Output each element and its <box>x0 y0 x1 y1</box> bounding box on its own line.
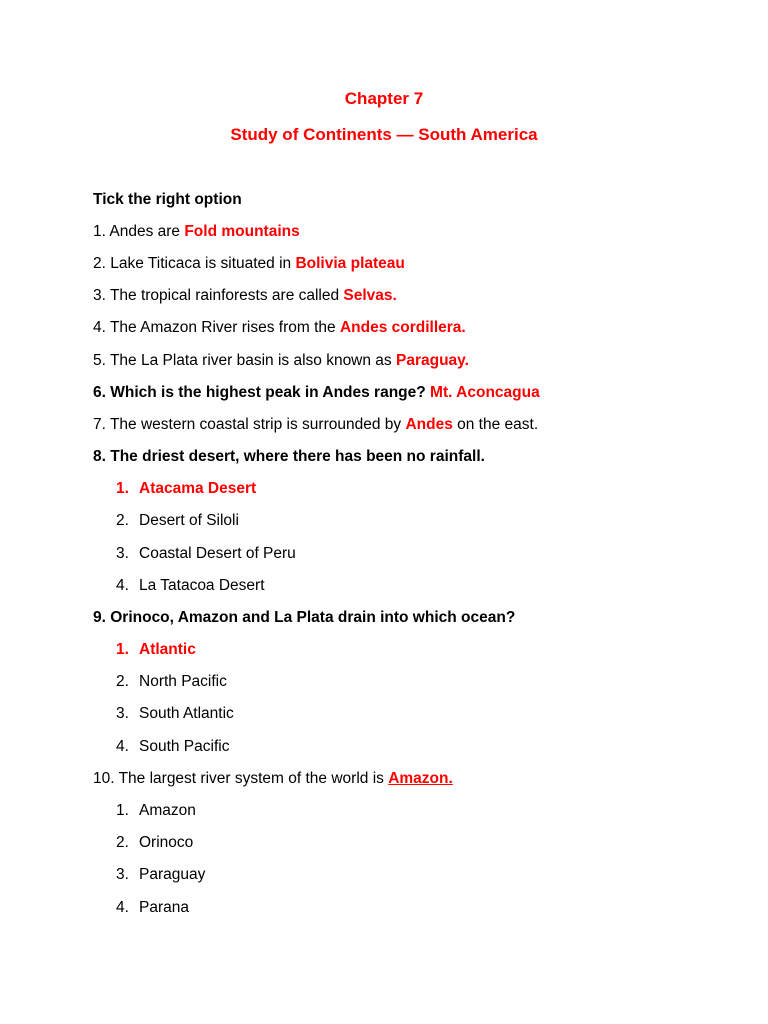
option-number: 3. <box>116 866 129 883</box>
option-label: Atlantic <box>139 641 196 658</box>
question-2 <box>93 255 405 273</box>
option-item <box>116 512 239 530</box>
question-answer: Andes <box>405 416 453 433</box>
question-5 <box>93 352 469 370</box>
option-number: 1. <box>116 641 129 658</box>
option-number: 3. <box>116 705 129 722</box>
option-item <box>116 899 189 917</box>
question-text: 6. Which is the highest peak in Andes range? <box>93 384 431 401</box>
option-label: Amazon <box>139 802 196 819</box>
option-item <box>116 641 196 659</box>
option-item <box>116 577 265 595</box>
question-6 <box>93 384 540 402</box>
question-3 <box>93 287 397 305</box>
question-text-tail: on the east. <box>452 416 539 433</box>
option-item <box>116 802 196 820</box>
option-number: 1. <box>116 802 129 819</box>
option-item <box>116 480 256 498</box>
option-item <box>116 673 227 691</box>
option-item <box>116 866 205 884</box>
option-label: Coastal Desert of Peru <box>139 545 296 562</box>
option-number: 2. <box>116 512 129 529</box>
option-number: 4. <box>116 577 129 594</box>
question-7 <box>93 416 538 434</box>
chapter-title: Chapter 7 <box>344 89 424 108</box>
option-label: Atacama Desert <box>139 480 257 497</box>
question-8: 8. The driest desert, where there has been no rainfall. <box>93 448 485 465</box>
question-answer: Mt. Aconcagua <box>430 384 540 401</box>
question-text: 5. The La Plata river basin is also known as <box>93 352 396 369</box>
question-text: 10. The largest river system of the world is <box>93 770 389 787</box>
option-item <box>116 705 234 723</box>
question-answer: Paraguay. <box>395 352 469 369</box>
option-number: 2. <box>116 673 129 690</box>
option-label: La Tatacoa Desert <box>139 577 265 594</box>
question-answer: Selvas. <box>343 287 397 304</box>
option-number: 1. <box>116 480 129 497</box>
question-answer: Bolivia plateau <box>295 255 405 272</box>
question-answer: Andes cordillera. <box>339 319 466 336</box>
option-label: Parana <box>139 899 189 916</box>
chapter-subtitle: Study of Continents — South America <box>230 125 538 144</box>
question-1 <box>93 223 300 241</box>
question-text: 4. The Amazon River rises from the <box>93 319 340 336</box>
option-label: North Pacific <box>139 673 227 690</box>
question-text: 1. Andes are <box>93 223 185 240</box>
option-number: 3. <box>116 545 129 562</box>
option-label: South Pacific <box>139 738 230 755</box>
option-item <box>116 834 193 852</box>
question-10 <box>93 770 453 788</box>
option-label: South Atlantic <box>139 705 234 722</box>
option-item <box>116 738 229 756</box>
option-number: 4. <box>116 738 129 755</box>
question-answer: Fold mountains <box>184 223 300 240</box>
option-label: Desert of Siloli <box>139 512 239 529</box>
option-item <box>116 545 296 563</box>
question-text: 3. The tropical rainforests are called <box>93 287 344 304</box>
option-number: 4. <box>116 899 129 916</box>
option-label: Paraguay <box>139 866 206 883</box>
question-text: 2. Lake Titicaca is situated in <box>93 255 296 272</box>
question-text: 7. The western coastal strip is surrounded by <box>93 416 406 433</box>
question-4 <box>93 319 466 337</box>
question-9: 9. Orinoco, Amazon and La Plata drain into which ocean? <box>93 609 516 626</box>
option-label: Orinoco <box>139 834 194 851</box>
option-number: 2. <box>116 834 129 851</box>
question-answer: Amazon. <box>388 770 453 787</box>
section-heading: Tick the right option <box>93 191 242 208</box>
